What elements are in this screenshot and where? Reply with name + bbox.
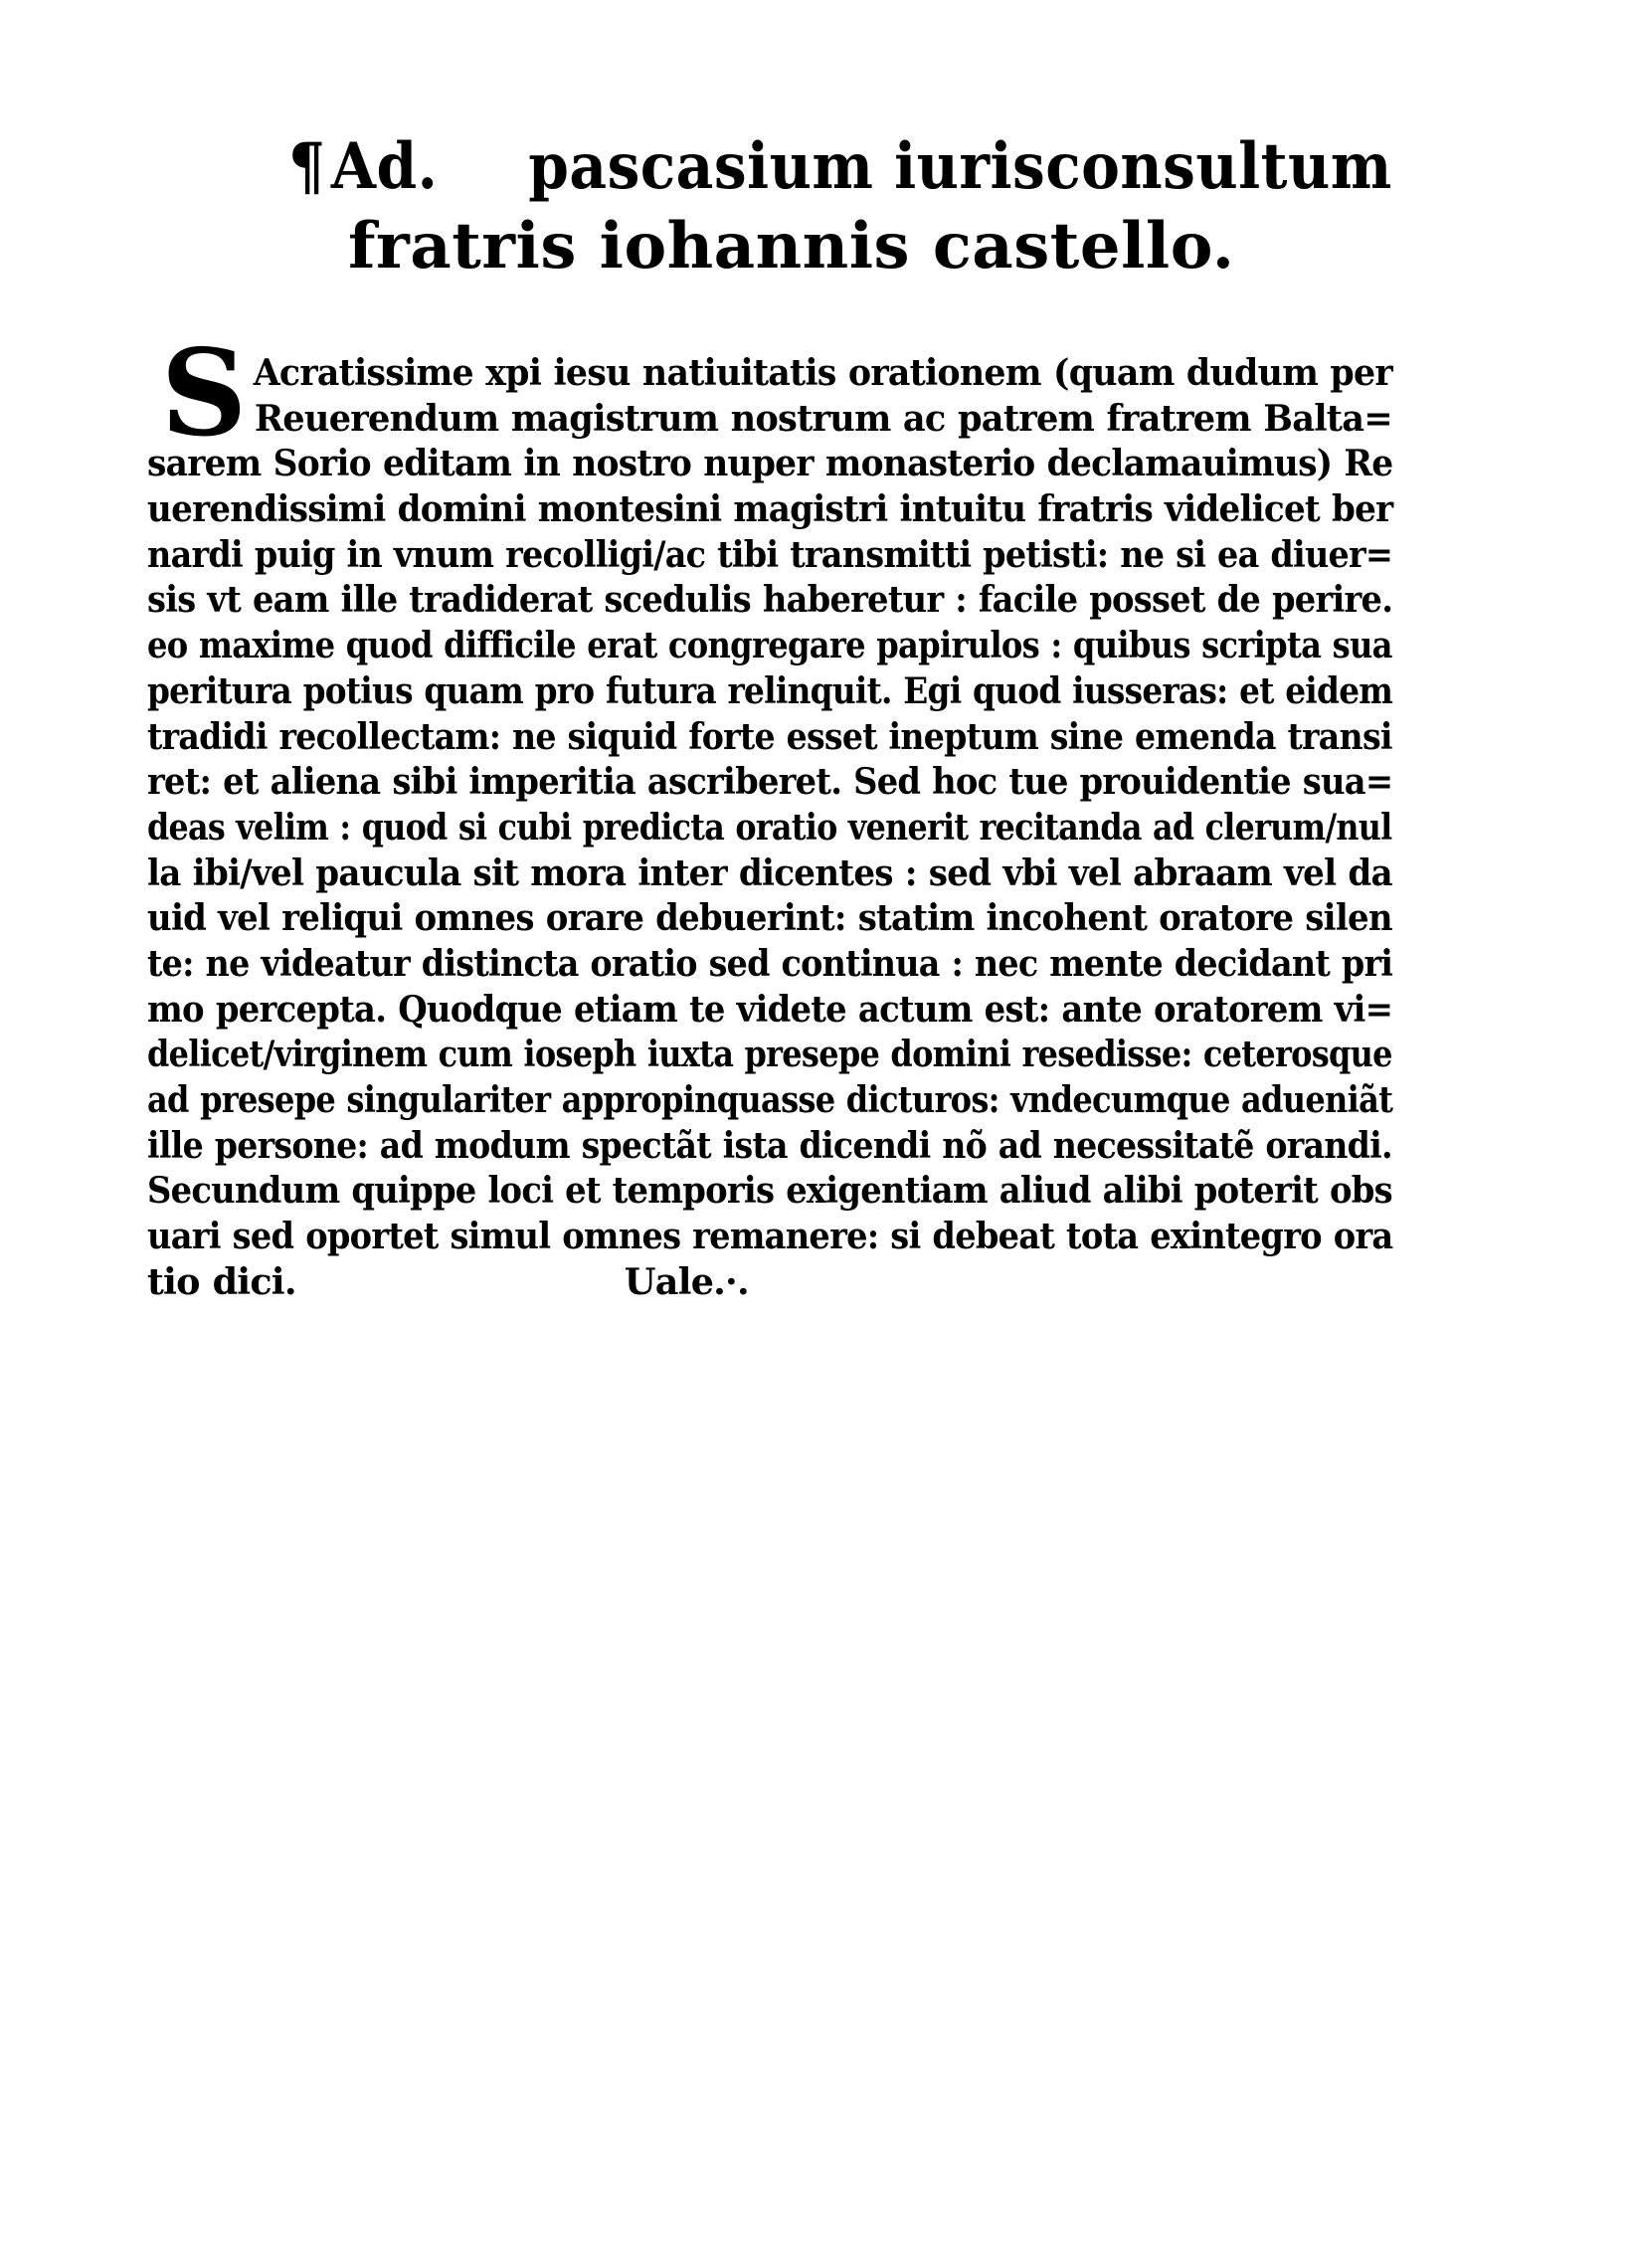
text-line: sis vt eam ille tradiderat scedulis haberetur : facile posset de perire. [147,578,1393,622]
text-line: uari sed oportet simul omnes remanere: si debeat tota exintegro ora [147,1215,1393,1258]
text-line: peritura potius quam pro futura relinquit. Egi quod iusseras: et eidem [147,668,1393,712]
heading-salutation: Ad. [330,129,439,204]
text-line: uid vel reliqui omnes orare debuerint: statim incohent oratore silen [147,896,1392,940]
text-line: eo maxime quod difficile erat congregare papirulos : quibus scripta sua [147,624,1392,667]
text-line: delicet/virginem cum ioseph iuxta presepe domini resedisse: ceterosque [147,1033,1392,1076]
text-line: mo percepta. Quodque etiam te videte actum est: ante oratorem vi= [147,987,1393,1031]
text-line-last [147,1259,1392,1305]
drop-cap-initial: S [160,323,248,464]
text-line: te: ne videatur distincta oratio sed continua : nec mente decidant pri [147,941,1393,985]
text-line: la ibi/vel paucula sit mora inter dicentes : sed vbi vel abraam vel da [147,850,1392,894]
text-line: Reuerendum magistrum nostrum ac patrem fratrem Balta= [254,396,1392,440]
heading-line-2: fratris iohannis castello. [348,209,1235,284]
heading [288,127,1392,286]
text-line: Acratissime xpi iesu natiuitatis orationem (quam dudum per [253,351,1392,394]
text-line: sarem Sorio editam in nostro nuper monasterio declamauimus) Re [147,442,1393,485]
text-line: ad presepe singulariter appropinquasse dicturos: vndecumque adueniãt [147,1078,1393,1121]
heading-recipient: pascasium iurisconsultum [528,129,1392,204]
text-line: ret: et aliena sibi imperitia ascriberet. Sed hoc tue prouidentie sua= [147,760,1393,804]
closing-vale: Uale.·. [624,1259,749,1303]
text-line: deas velim : quod si cubi predicta oratio venerit recitanda ad clerum/nul [147,805,1392,849]
pilcrow-mark: ¶ [288,129,326,204]
final-line-text: tio dici. [147,1259,296,1303]
text-line: nardi puig in vnum recolligi/ac tibi transmitti petisti: ne si ea diuer= [147,532,1393,576]
text-line: tradidi recollectam: ne siquid forte esset ineptum sine emenda transi [147,714,1392,758]
text-line: ille persone: ad modum spectãt ista dicendi nõ ad necessitatẽ orandi. [147,1123,1392,1167]
heading-line-1 [288,127,1392,207]
text-line: Secundum quippe loci et temporis exigentiam aliud alibi poterit obs [147,1169,1392,1213]
letter-body [147,350,1392,1304]
text-line: uerendissimi domini montesini magistri intuitu fratris videlicet ber [147,487,1393,531]
